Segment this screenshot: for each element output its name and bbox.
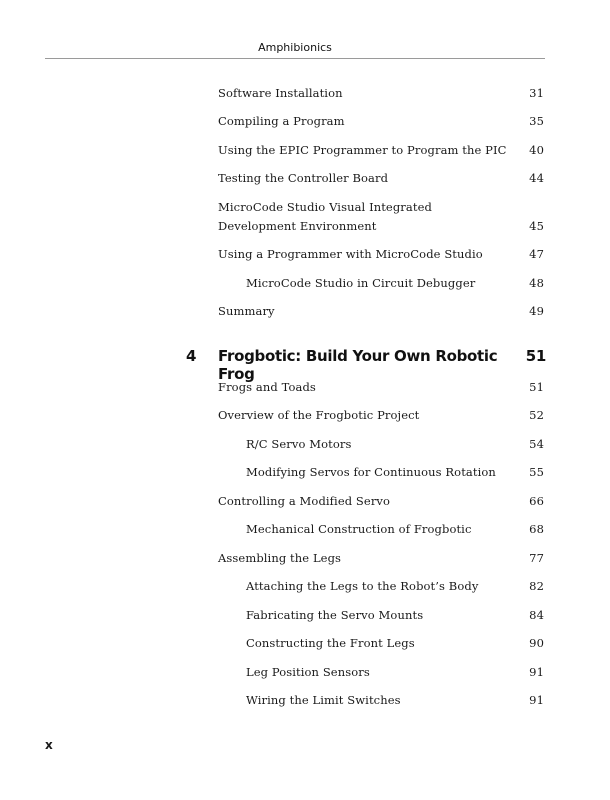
toc-entry <box>218 84 544 103</box>
toc-entry-title: Compiling a Program <box>218 114 345 128</box>
toc-entry-title: Constructing the Front Legs <box>246 636 415 650</box>
toc-entry <box>218 378 544 397</box>
toc-subentry <box>246 634 544 653</box>
toc-entry <box>218 492 544 511</box>
toc-entry <box>218 169 544 188</box>
toc-entry-title: Using the EPIC Programmer to Program the PIC <box>218 143 507 157</box>
toc-entry-title: Assembling the Legs <box>218 551 342 565</box>
toc-entry <box>218 245 544 264</box>
toc-entry-page: 55 <box>529 465 544 479</box>
toc-entry-title: MicroCode Studio Visual Integrated Development Environment <box>218 200 432 233</box>
toc-entry-page: 45 <box>529 219 544 233</box>
toc-entry-title: MicroCode Studio in Circuit Debugger <box>246 276 476 290</box>
toc-subentry <box>246 577 544 596</box>
toc-entry-title: Frogs and Toads <box>218 380 316 394</box>
toc-entry-page: 47 <box>529 247 544 261</box>
toc-entry-page: 44 <box>529 171 544 185</box>
page-folio: x <box>45 738 53 752</box>
toc-entry-page: 31 <box>529 86 544 100</box>
toc-entry-title: Software Installation <box>218 86 343 100</box>
toc-entry-page: 51 <box>529 380 544 394</box>
toc-entry <box>218 406 544 425</box>
toc-entry-page: 82 <box>529 579 544 593</box>
toc-entry-page: 49 <box>529 304 544 318</box>
toc-entry-page: 48 <box>529 276 544 290</box>
toc-entry-title: Summary <box>218 304 275 318</box>
toc-entry-page: 40 <box>529 143 544 157</box>
toc-entry-title: Using a Programmer with MicroCode Studio <box>218 247 483 261</box>
toc-entry-page: 35 <box>529 114 544 128</box>
toc-entry-page: 66 <box>529 494 544 508</box>
toc-entry-page: 91 <box>529 693 544 707</box>
toc-entry-title: Overview of the Frogbotic Project <box>218 408 420 422</box>
toc-entry-title: Modifying Servos for Continuous Rotation <box>246 465 496 479</box>
toc-entry-page: 54 <box>529 437 544 451</box>
toc-entry-page: 68 <box>529 522 544 536</box>
toc-entry-title: Controlling a Modified Servo <box>218 494 391 508</box>
toc-entry <box>218 141 544 160</box>
running-head: Amphibionics <box>258 41 332 54</box>
toc-subentry <box>246 520 544 539</box>
toc-entry-page: 90 <box>529 636 544 650</box>
toc-subentry <box>246 463 544 482</box>
toc-entry-page: 52 <box>529 408 544 422</box>
toc-subentry <box>246 606 544 625</box>
toc-entry-title: Wiring the Limit Switches <box>246 693 401 707</box>
toc-entry-title: Attaching the Legs to the Robot’s Body <box>246 579 479 593</box>
chapter-title: Frogbotic: Build Your Own Robotic Frog <box>218 347 498 383</box>
chapter-page: 51 <box>525 347 546 365</box>
toc-entry <box>218 198 544 236</box>
toc-entry-title: Testing the Controller Board <box>218 171 389 185</box>
toc-subentry <box>246 663 544 682</box>
toc-entry-title: Fabricating the Servo Mounts <box>246 608 424 622</box>
toc-subentry <box>246 435 544 454</box>
toc-entry-title: R/C Servo Motors <box>246 437 352 451</box>
toc-entry-page: 84 <box>529 608 544 622</box>
toc-entry-page: 77 <box>529 551 544 565</box>
header-rule <box>45 58 545 59</box>
toc-entry-page: 91 <box>529 665 544 679</box>
chapter-number: 4 <box>186 347 197 365</box>
toc-subentry <box>246 691 544 710</box>
toc-entry <box>218 549 544 568</box>
toc-entry-title: Leg Position Sensors <box>246 665 370 679</box>
toc-subentry <box>246 274 544 293</box>
toc-entry-title: Mechanical Construction of Frogbotic <box>246 522 472 536</box>
toc-entry <box>218 302 544 321</box>
toc-entry <box>218 112 544 131</box>
